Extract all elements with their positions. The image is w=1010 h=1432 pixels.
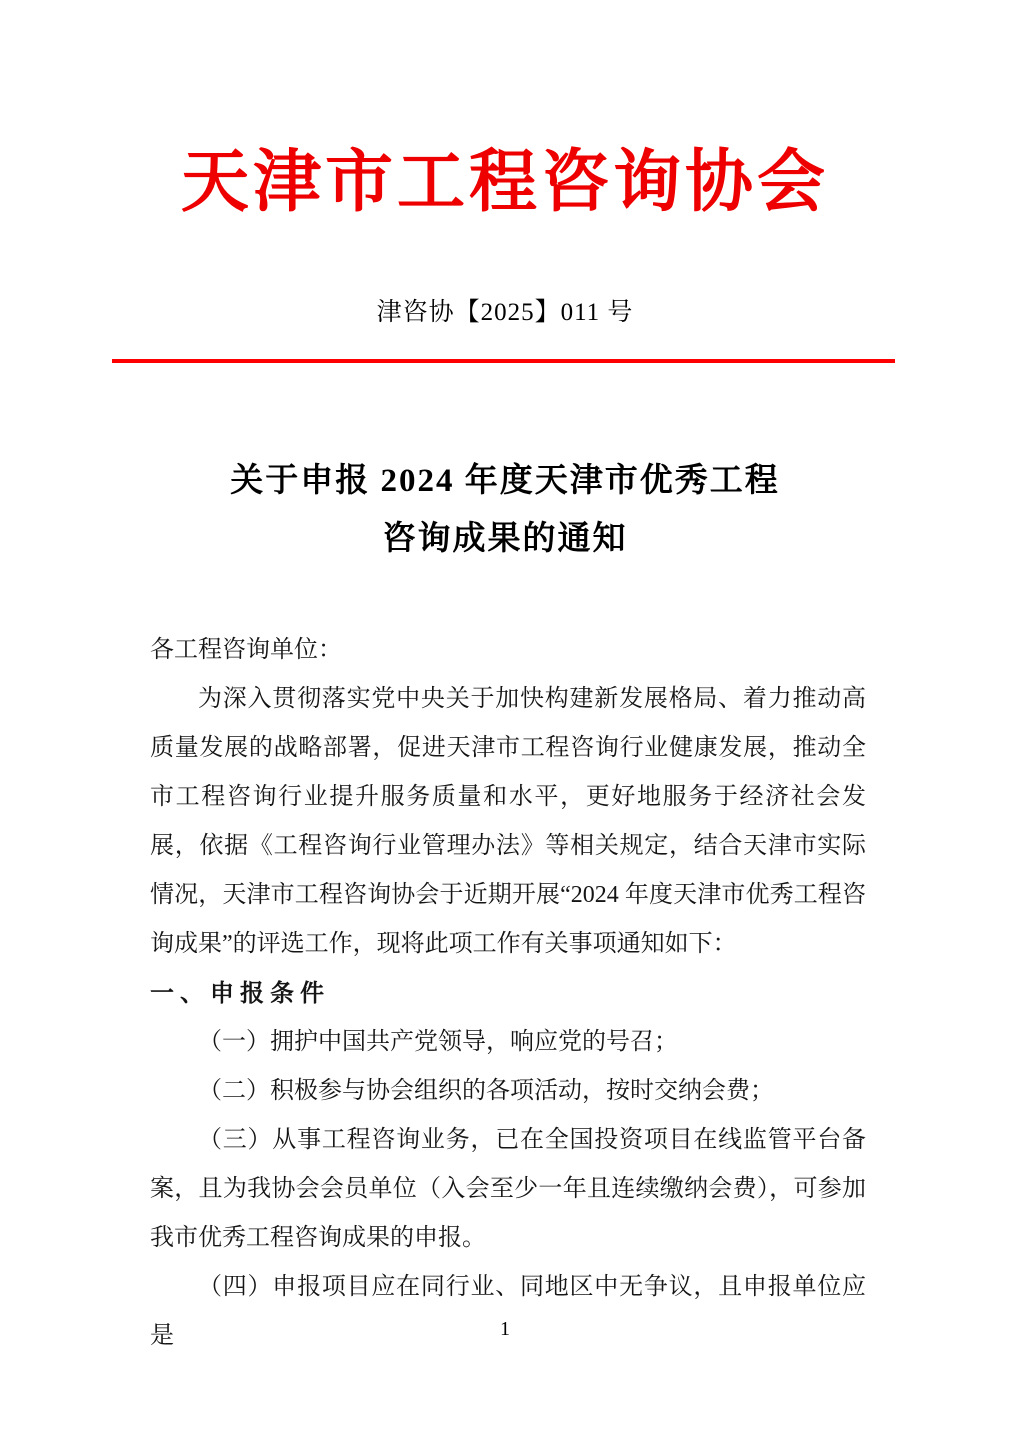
salutation: 各工程咨询单位：	[150, 637, 342, 663]
intro-paragraph: 为深入贯彻落实党中央关于加快构建新发展格局、着力推动高质量发展的战略部署，促进天津市工程咨询行业健康发展，推动全市工程咨询行业提升服务质量和水平，更好地服务于经济社会发展，依据《工程咨询行业管理办法》等相关规定，结合天津市实际情况，天津市工程咨询协会于近期开展“2024 年度天津市优秀工程咨询成果”的评选工作，现将此项工作有关事项通知如下：	[150, 686, 866, 957]
letterhead-divider-rule	[112, 359, 895, 363]
section-heading-application-conditions: 一、申报条件	[150, 980, 330, 1007]
document-title-line2: 咨询成果的通知	[382, 521, 628, 557]
condition-item-3: （三）从事工程咨询业务，已在全国投资项目在线监管平台备案，且为我协会会员单位（入会至少一年且连续缴纳会费），可参加我市优秀工程咨询成果的申报。	[150, 1127, 866, 1251]
document-title-line1: 关于申报 2024 年度天津市优秀工程	[230, 463, 780, 499]
condition-item-2: （二）积极参与协会组织的各项活动，按时交纳会费；	[198, 1078, 774, 1104]
document-title	[0, 452, 1010, 568]
condition-item-1: （一）拥护中国共产党领导，响应党的号召；	[198, 1029, 678, 1055]
document-body	[150, 626, 866, 1361]
doc-number: 津咨协【2025】011 号	[376, 299, 634, 326]
page-number: 1	[500, 1318, 510, 1340]
letterhead-org-name: 天津市工程咨询协会	[180, 142, 829, 222]
condition-item-4: （四）申报项目应在同行业、同地区中无争议，且申报单位应是	[150, 1274, 866, 1349]
